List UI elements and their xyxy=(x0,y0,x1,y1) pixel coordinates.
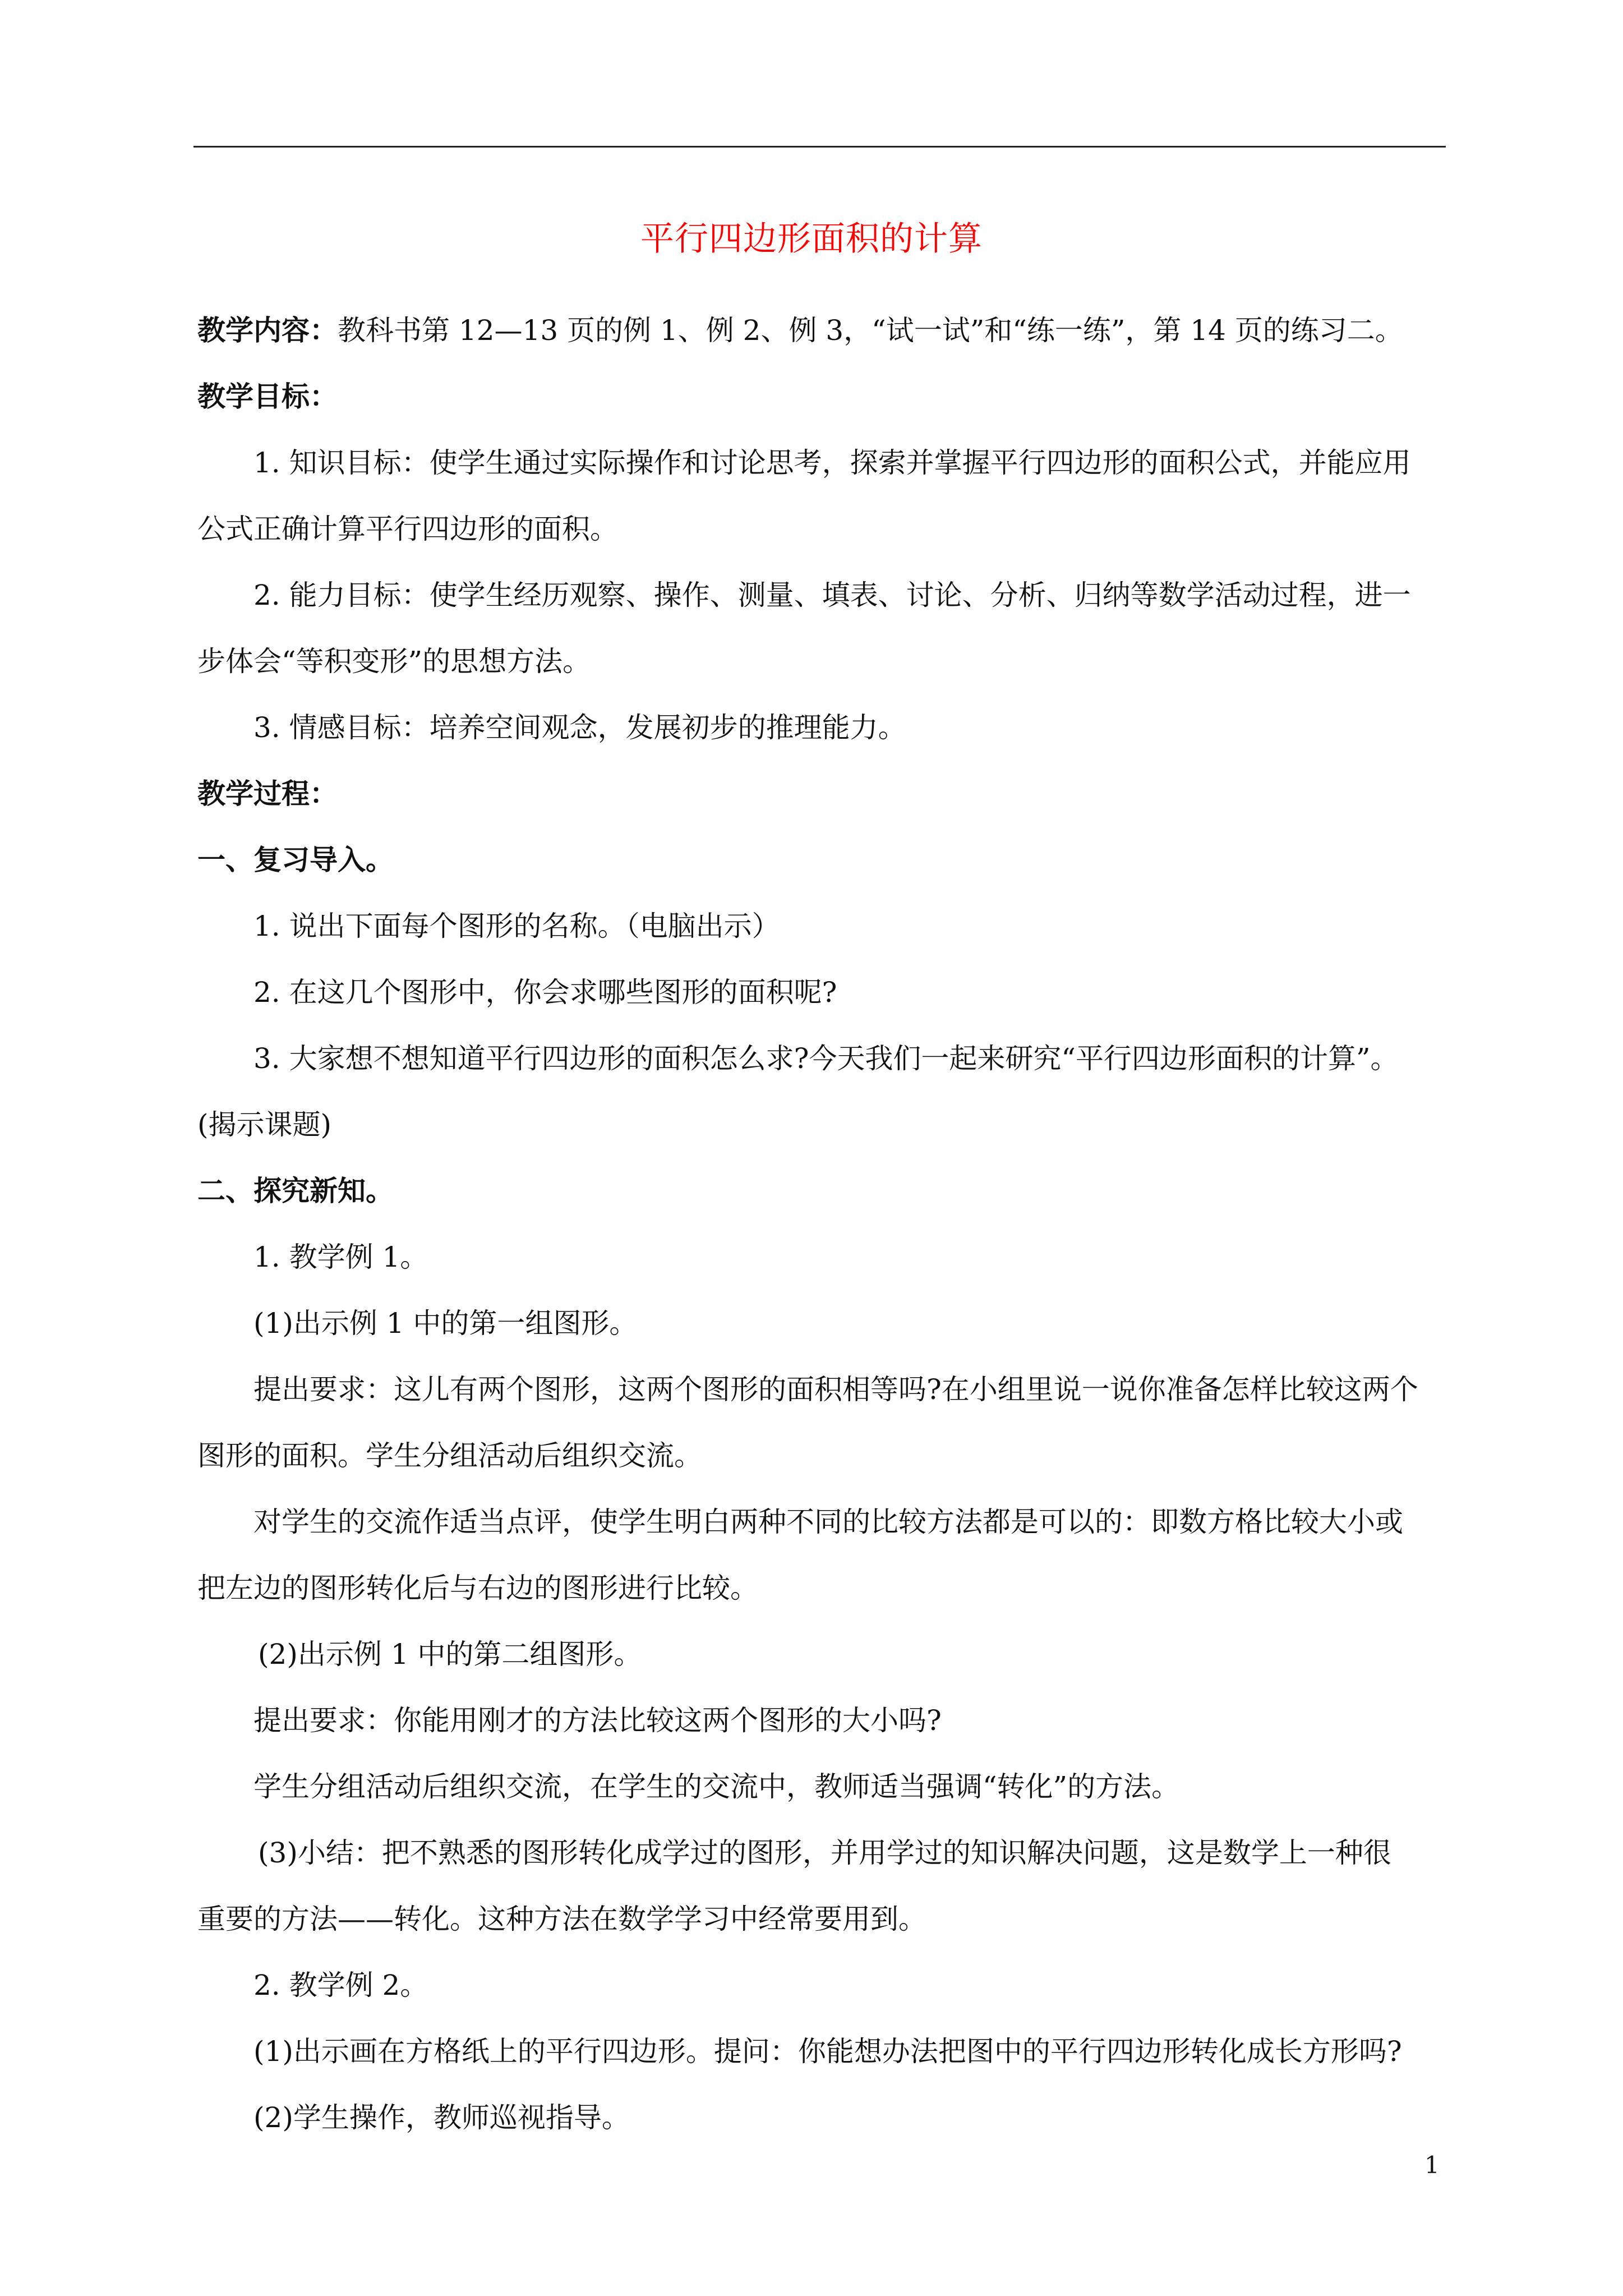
s2-exchange: 学生分组活动后组织交流，在学生的交流中，教师适当强调“转化”的方法。 xyxy=(253,1770,1180,1803)
s1-item3-line2: (揭示课题) xyxy=(197,1108,332,1141)
page-number: 1 xyxy=(1424,2151,1440,2179)
section2-heading: 二、探究新知。 xyxy=(197,1175,394,1207)
s2-summary-line1: (3)小结：把不熟悉的图形转化成学过的图形，并用学过的知识解决问题，这是数学上一种很 xyxy=(258,1837,1391,1869)
s2-comment-line1: 对学生的交流作适当点评，使学生明白两种不同的比较方法都是可以的：即数方格比较大小或 xyxy=(253,1506,1403,1538)
s2-item1-1: (1)出示例 1 中的第一组图形。 xyxy=(253,1307,638,1340)
goal2-line2: 步体会“等积变形”的思想方法。 xyxy=(197,645,591,678)
process-heading: 教学过程： xyxy=(197,777,338,810)
s2-item2-2: (2)学生操作，教师巡视指导。 xyxy=(253,2101,630,2134)
teaching-content xyxy=(197,297,1445,364)
s1-item3-line1: 3. 大家想不想知道平行四边形的面积怎么求?今天我们一起来研究“平行四边形面积的计算”。 xyxy=(253,1042,1399,1075)
goal3: 3. 情感目标：培养空间观念，发展初步的推理能力。 xyxy=(253,711,906,744)
s2-req2: 提出要求：你能用刚才的方法比较这两个图形的大小吗? xyxy=(253,1704,942,1737)
s2-comment-line2: 把左边的图形转化后与右边的图形进行比较。 xyxy=(197,1572,758,1604)
s1-item2: 2. 在这几个图形中，你会求哪些图形的面积呢? xyxy=(253,976,837,1009)
s2-item1: 1. 教学例 1。 xyxy=(253,1241,428,1273)
s1-item1: 1. 说出下面每个图形的名称。（电脑出示） xyxy=(253,910,780,942)
s2-summary-line2: 重要的方法——转化。这种方法在数学学习中经常要用到。 xyxy=(197,1903,926,1935)
header-rule xyxy=(193,146,1446,148)
section1-heading: 一、复习导入。 xyxy=(197,844,394,876)
goal1-line1: 1. 知识目标：使学生通过实际操作和讨论思考，探索并掌握平行四边形的面积公式，并能应用 xyxy=(253,447,1411,479)
s2-req1-line1: 提出要求：这儿有两个图形，这两个图形的面积相等吗?在小组里说一说你准备怎样比较这两个 xyxy=(253,1373,1418,1406)
teaching-content-text: 教科书第 12—13 页的例 1、例 2、例 3，“试一试”和“练一练”，第 14 页的练习二。 xyxy=(338,314,1403,347)
s2-req1-line2: 图形的面积。学生分组活动后组织交流。 xyxy=(197,1439,702,1472)
s2-item1-2: (2)出示例 1 中的第二组图形。 xyxy=(258,1638,642,1671)
s2-item2-1: (1)出示画在方格纸上的平行四边形。提问：你能想办法把图中的平行四边形转化成长方形吗? xyxy=(253,2035,1402,2068)
s2-item2: 2. 教学例 2。 xyxy=(253,1969,428,2001)
goals-heading: 教学目标： xyxy=(197,380,338,413)
goal2-line1: 2. 能力目标：使学生经历观察、操作、测量、填表、讨论、分析、归纳等数学活动过程，进一 xyxy=(253,579,1411,611)
document-title: 平行四边形面积的计算 xyxy=(640,219,983,259)
goal1-line2: 公式正确计算平行四边形的面积。 xyxy=(197,513,618,545)
teaching-content-label: 教学内容： xyxy=(197,314,338,347)
document-body xyxy=(197,297,1445,2151)
